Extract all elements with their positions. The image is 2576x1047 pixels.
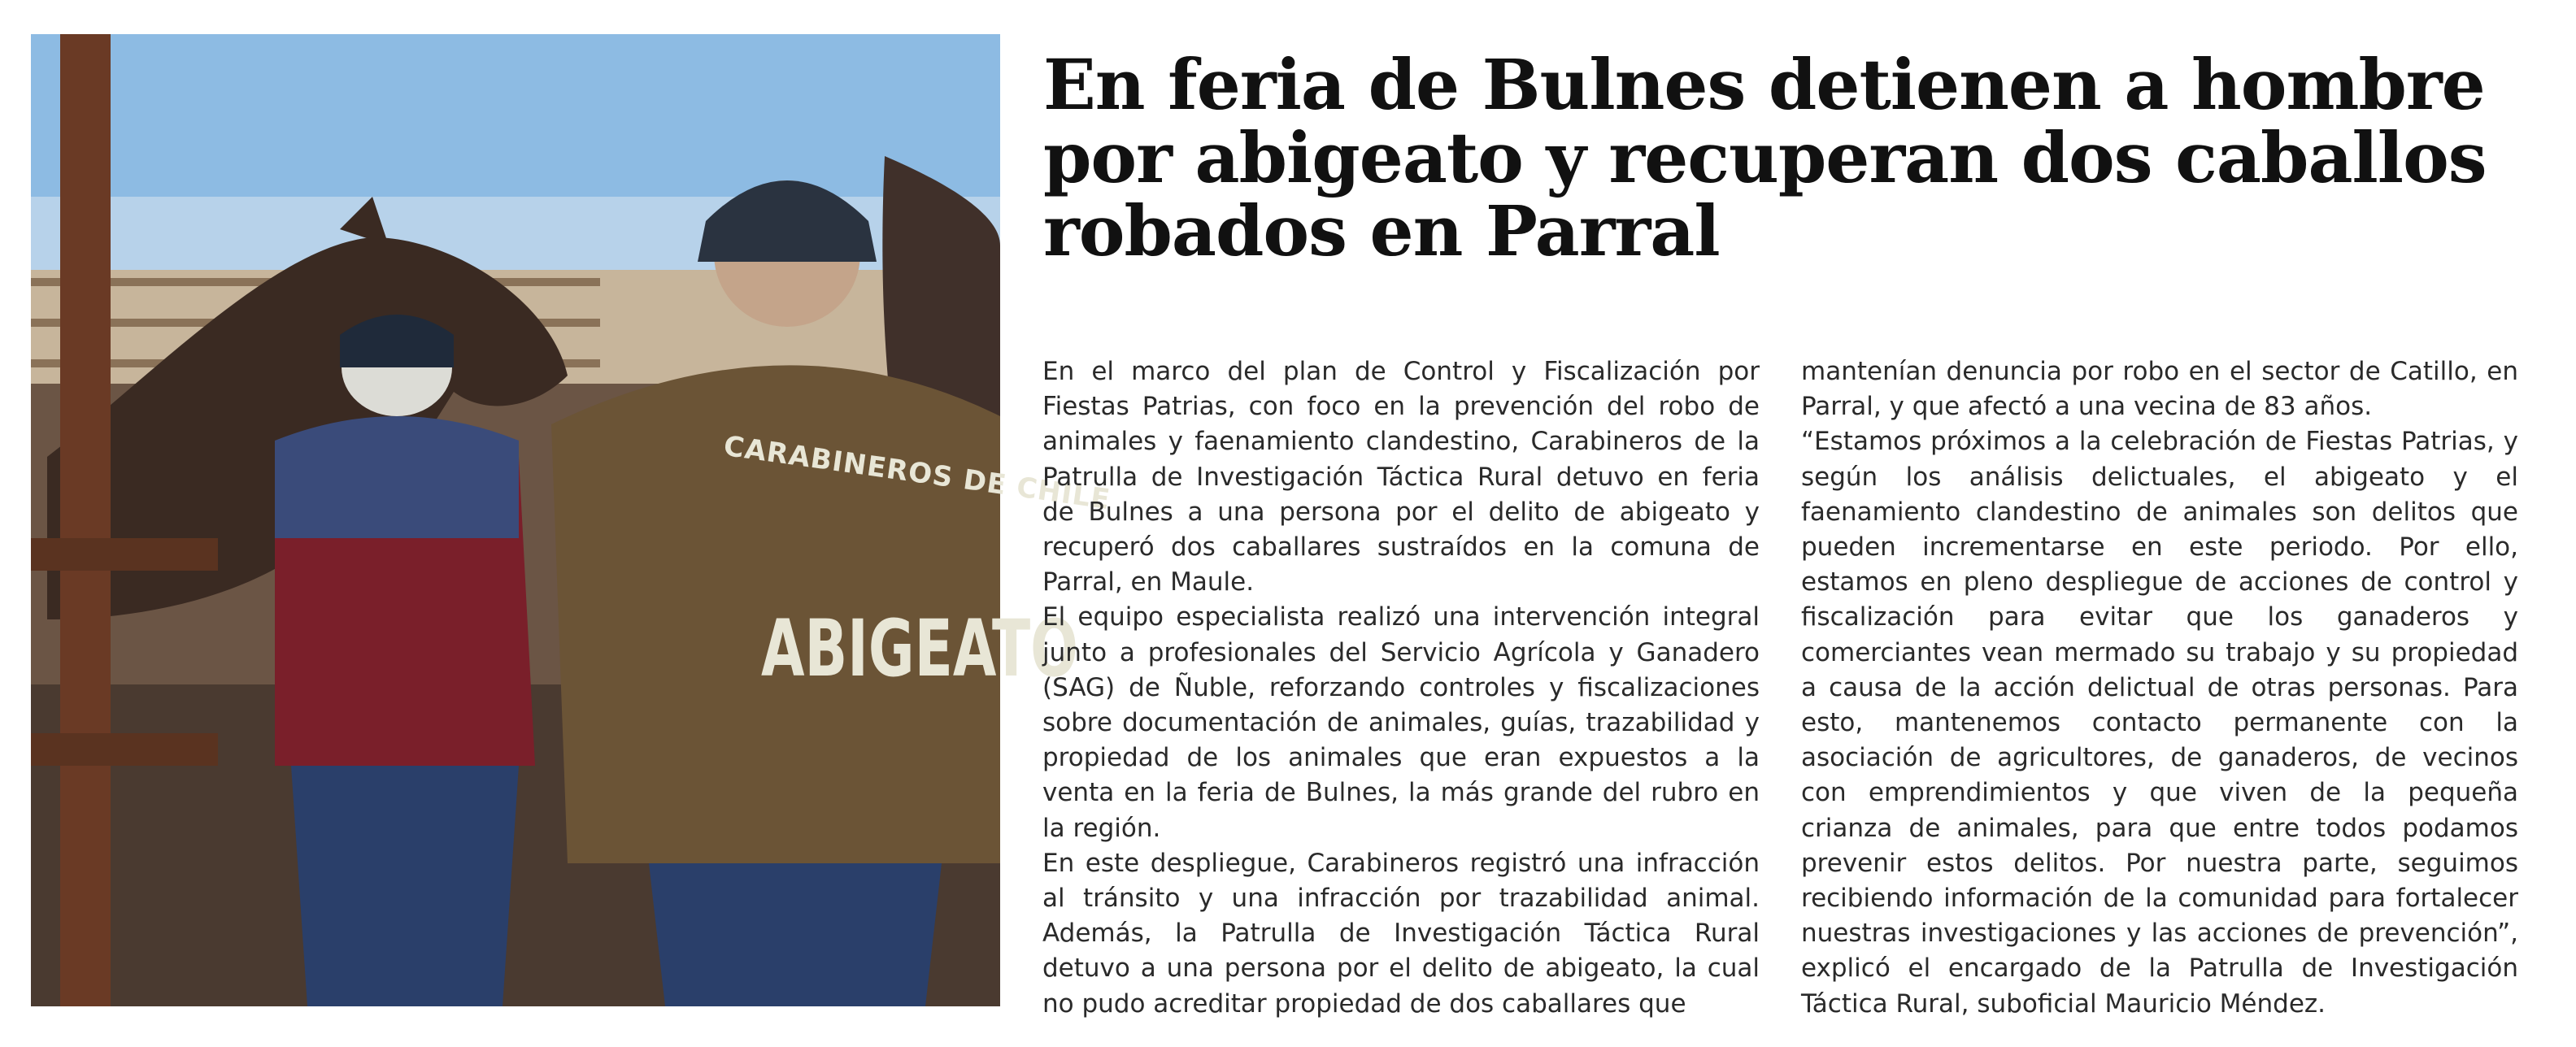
paragraph: En el marco del plan de Control y Fiscalización por Fiestas Patrias, con foco en la prevención del robo de animales y faenamiento clandestino, Carabineros de la Patrulla de Investigación Táctica Rural detuvo en feria de Bulnes a una persona por el delito de abigeato y recuperó dos caballares sustraídos en la comuna de Parral, en Maule. xyxy=(1042,357,1760,597)
paragraph: “Estamos próximos a la celebración de Fiestas Patrias, y según los análisis delictuales, el abigeato y el faenamiento clandestino de animales son delitos que pueden incrementarse en este periodo. Por ello, estamos en pleno despliegue de acciones de control y fiscalización para evitar que los ganaderos y comerciantes vean mermado su trabajo y su propiedad a causa de la acción delictual de otras personas. Para esto, mantenemos contacto permanente con la asociación de agricultores, de ganaderos, de vecinos con emprendimientos y que viven de la pequeña crianza de animales, para que entre todos podamos prevenir estos delitos. Por nuestra parte, seguimos recibiendo información de la comunidad para fortalecer nuestras investigaciones y las acciones de prevención”, explicó el encargado de la Patrulla de Investigación Táctica Rural, suboficial Mauricio Méndez. xyxy=(1801,427,2518,1019)
jacket-main-text: ABIGEATO xyxy=(761,603,1078,694)
article-column-left xyxy=(1042,354,1760,1022)
jacket-arc-text: CARABINEROS DE CHILE xyxy=(721,429,1113,517)
paragraph: El equipo especialista realizó una intervención integral junto a profesionales del Servicio Agrícola y Ganadero (SAG) de Ñuble, reforzando controles y fiscalizaciones sobre documentación de animales, guías, trazabilidad y propiedad de los animales que eran expuestos a la venta en la feria de Bulnes, la más grande del rubro en la región. xyxy=(1042,602,1760,843)
paragraph: En este despliegue, Carabineros registró una infracción al tránsito y una infracción por trazabilidad animal. Además, la Patrulla de Investigación Táctica Rural detuvo a una persona por el delito de abigeato, la cual no pudo acreditar propiedad de dos caballares que xyxy=(1042,848,1760,1019)
article-column-right xyxy=(1801,354,2518,1022)
article-headline: En feria de Bulnes detienen a hombre por abigeato y recuperan dos caballos robados en Parral xyxy=(1043,45,2487,272)
article-photo xyxy=(31,34,1113,1006)
photo-icon xyxy=(31,34,1000,1006)
paragraph: mantenían denuncia por robo en el sector de Catillo, en Parral, y que afectó a una vecina de 83 años. xyxy=(1801,357,2518,422)
